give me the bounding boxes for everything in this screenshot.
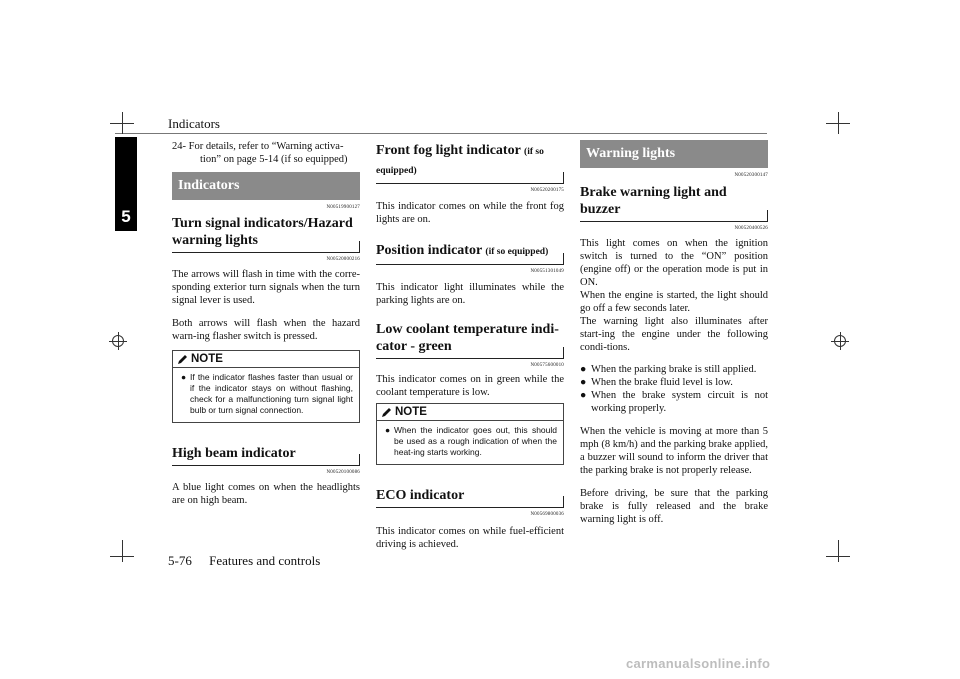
section-code: N00520300147 (734, 173, 768, 178)
high-beam-paragraph: A blue light comes on when the headlights are on high beam. (172, 482, 360, 506)
note-bullet (181, 372, 353, 416)
position-qualifier: (if so equipped) (485, 247, 549, 257)
turn-paragraph-1: The arrows will flash in time with the corre-sponding exterior turn signals when the turn signal lever is used. (172, 269, 360, 306)
bullet-icon: ● (580, 377, 587, 388)
note-body (377, 421, 563, 464)
column-2 (376, 140, 564, 551)
pencil-icon (177, 354, 188, 365)
subheading-high-beam: High beam indicator (172, 443, 360, 466)
subheading-position (376, 240, 564, 265)
bullet-icon: ● (580, 364, 587, 375)
watermark: carmanualsonline.info (626, 656, 771, 671)
note-label: NOTE (191, 353, 223, 365)
note-box (376, 403, 564, 465)
position-title: Position indicator (376, 243, 482, 258)
front-fog-title: Front fog light indicator (376, 143, 521, 158)
footer-section: Features and controls (209, 553, 321, 568)
crop-mark (122, 540, 123, 562)
chapter-number: 5 (121, 207, 131, 226)
eco-paragraph: This indicator comes on while fuel-efficient driving is achieved. (376, 526, 564, 550)
list-item-text: When the brake fluid level is low. (591, 377, 733, 388)
front-fog-qualifier: (if so equipped) (376, 147, 544, 176)
bullet-icon: ● (580, 390, 587, 401)
section-code: N00520000216 (326, 257, 360, 262)
section-heading-indicators: Indicators (172, 172, 360, 200)
crop-mark (826, 123, 850, 124)
front-fog-paragraph: This indicator comes on while the front fog lights are on. (376, 201, 564, 225)
low-coolant-paragraph: This indicator comes on in green while the coolant temperature is low. (376, 374, 564, 398)
note-title (377, 404, 563, 421)
note-title (173, 351, 359, 368)
crop-mark (110, 123, 134, 124)
list-item-text: When the brake system circuit is not working properly. (591, 390, 768, 414)
item-24: 24- For details, refer to “Warning activa-tion” on page 5-14 (if so equipped) (172, 141, 348, 165)
section-code: N00520100086 (326, 470, 360, 475)
subheading-turn-signal: Turn signal indicators/Hazard warning lights (172, 213, 360, 253)
registration-mark-icon (112, 335, 124, 347)
brake-paragraph-2: When the engine is started, the light should go off a few seconds later. (580, 290, 768, 314)
section-heading-warning-lights: Warning lights (580, 140, 768, 168)
crop-mark (110, 556, 134, 557)
bullet-icon: ● (385, 425, 391, 435)
list-item (580, 376, 768, 389)
crop-mark (838, 540, 839, 562)
page-number: 5-76 (168, 553, 192, 568)
note-body (173, 368, 359, 422)
section-code: N00551301049 (530, 269, 564, 274)
note-text: When the indicator goes out, this should be used as a rough indication of when the heat-ing starts working. (394, 425, 557, 457)
subheading-eco: ECO indicator (376, 485, 564, 508)
column-1 (172, 140, 360, 507)
section-code: N00569800036 (530, 512, 564, 517)
section-code: N00520200175 (530, 188, 564, 193)
position-paragraph: This indicator light illuminates while the parking lights are on. (376, 282, 564, 306)
section-code: N00575600010 (530, 363, 564, 368)
brake-paragraph-5: Before driving, be sure that the parking brake is fully released and the brake warning light is off. (580, 488, 768, 525)
brake-condition-list (580, 363, 768, 415)
turn-paragraph-2: Both arrows will flash when the hazard warn-ing flasher switch is pressed. (172, 318, 360, 342)
bullet-icon: ● (181, 372, 187, 382)
list-item (580, 389, 768, 415)
brake-paragraph-4: When the vehicle is moving at more than 5 mph (8 km/h) and the parking brake applied, a buzzer will sound to inform the driver that the parking brake is not properly release. (580, 426, 768, 476)
brake-paragraph-1: This light comes on when the ignition switch is turned to the “ON” position (engine off) or the operation mode is put in ON. (580, 238, 768, 288)
page-header-title: Indicators (168, 116, 220, 131)
chapter-number-wrap (115, 137, 137, 231)
note-text: If the indicator flashes faster than usual or if the indicator stays on without flashing, check for a malfunctioning turn signal light bulb or turn signal connection. (190, 372, 353, 415)
column-3 (580, 140, 768, 526)
crop-mark (826, 556, 850, 557)
list-item (580, 363, 768, 376)
pencil-icon (381, 407, 392, 418)
note-box (172, 350, 360, 423)
header-rule (115, 133, 767, 134)
subheading-brake-warning: Brake warning light and buzzer (580, 182, 768, 222)
brake-paragraph-3: The warning light also illuminates after start-ing the engine under the following condi-tions. (580, 316, 768, 353)
note-bullet (385, 425, 557, 458)
section-code: N00520400526 (734, 226, 768, 231)
note-label: NOTE (395, 406, 427, 418)
section-code: N00519900127 (326, 205, 360, 210)
registration-mark-icon (834, 335, 846, 347)
subheading-front-fog (376, 140, 564, 184)
subheading-low-coolant: Low coolant temperature indi-cator - green (376, 319, 564, 359)
list-item-text: When the parking brake is still applied. (591, 364, 757, 375)
page-footer (168, 553, 320, 569)
